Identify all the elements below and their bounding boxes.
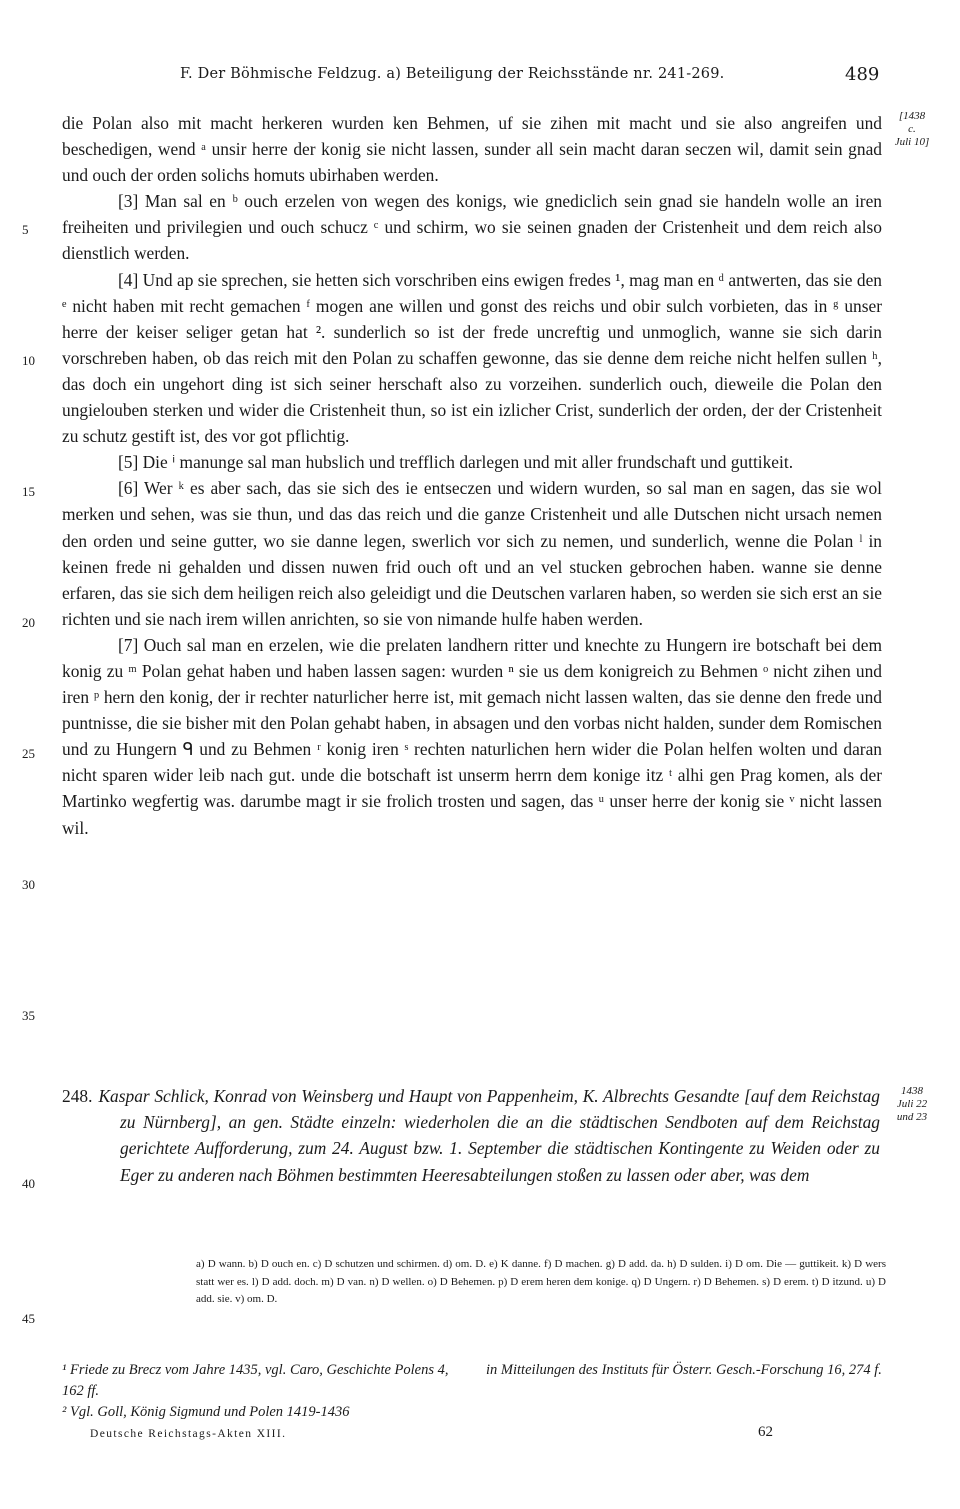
document-number: 248. (62, 1086, 93, 1106)
margin-doc248-year: 1438 (901, 1085, 923, 1097)
footnotes-left-column (62, 1360, 462, 1423)
paragraph-6: [6] Wer ᵏ es aber sach, das sie sich des ie entseczen und widern wurden, so sal man en sagen, das sie wol merken und sehen, was sie thun, und das das reich und die ganze Cristenheit und alle Dutschen nicht ursach nemen den orden und seine gutter, wo sie danne legen, swerlich vor sich zu nemen, und sunderlich, wenne die Polan ˡ in keinen frede ni gehalden und dissen nuwen frid ouch oft und an vel stucken gebrochen haben. wanne sie denne erfaren, das sie sich dem heiligen reich also geleidigt und die Deutschen varlaren haben, so werden sie sich erst an sie richten und sie nach irem willen anrichten, so sie von nimande hulfe haben werden. (62, 478, 882, 629)
line-number: 35 (22, 1008, 35, 1023)
main-text (62, 110, 882, 841)
line-number: 20 (22, 615, 35, 630)
paragraph-3: [3] Man sal en ᵇ ouch erzelen von wegen des konigs, wie gnediclich sein gnad sie handeln wolle an iren freiheiten und privilegien und ouch schucz ᶜ und schirm, wo sie seinen gnaden der Cristenheit und dem reich also dienstlich werden. (62, 191, 882, 264)
footnote-2: ² Vgl. Goll, König Sigmund und Polen 1419-1436 (62, 1404, 350, 1420)
margin-circa: c. (908, 123, 916, 135)
running-header: F. Der Böhmische Feldzug. a) Beteiligung der Reichsstände nr. 241-269. (180, 66, 725, 82)
footnote-1: ¹ Friede zu Brecz vom Jahre 1435, vgl. Caro, Geschichte Polens 4, 162 ff. (62, 1362, 449, 1399)
margin-year: [1438 (898, 110, 926, 122)
paragraph-7: [7] Ouch sal man en erzelen, wie die prelaten landhern ritter und knechte zu Hungern ire botschaft bei dem konig zu ᵐ Polan gehat haben und haben lassen sagen: wurden ⁿ sie us dem konigreich zu Behmen ᵒ nicht zihen und iren ᵖ hern den konig, der ir rechter naturlicher herre ist, mit gemach nicht lassen walten, das sie denne den frede und puntnisse, die sie bisher mit den Polan gehabt haben, in absagen und den vorbas nicht halden, sunder dem Romischen und zu Hungern ᑫ und zu Behmen ʳ konig iren ˢ rechten naturlichen hern wider die Polan helfen wolten und daran nicht sparen wider leib nach gut. unde die botschaft ist unserm herrn dem konige itz ᵗ alhi gen Prag komen, als der Martinko wegfertig was. darumbe magt ir sie frolich trosten und sagen, das ᵘ unser herre der konig sie ᵛ nicht lassen wil. (62, 634, 882, 838)
paragraph-1: die Polan also mit macht herkeren wurden ken Behmen, uf sie zihen mit macht und sie also angreifen und beschedigen, wend ᵃ unsir herre der konig sie nicht lassen, sunder all sein macht daran seczen wil, damit sein gnad und ouch der orden solichs homuts ubirhaben werden. (62, 113, 882, 186)
margin-doc248-date1: Juli 22 (896, 1098, 928, 1110)
margin-range: Juli 10] (894, 136, 930, 148)
paragraph-4: [4] Und ap sie sprechen, sie hetten sich vorschriben eins ewigen fredes ¹, mag man en ᵈ antwerten, das sie den ᵉ nicht haben mit recht gemachen ᶠ mogen ane willen und gonst des reichs und obir sulch vorbieten, das in ᵍ unser herre der keiser seliger getan hat ². sunderlich so ist der frede uncreftig und unmoglich, wanne sie sich darin vorschreben haben, ob das reich mit den Polan zu schaffen gewonne, das sie denne dem reiche nicht helfen sullen ʰ, das doch ein ungehort ding ist sich seiner herschaft also zu vorzeihen. sunderlich ouch, dieweile die Polan den ungielouben sterken und wider die Cristenheit thun, so ist ein izlicher Crist, sunderlich der orden, der der Cristenheit zu schutz gestift ist, des vor got pflichtig. (62, 269, 882, 447)
printer-signature: 62 (758, 1424, 773, 1440)
document-248 (62, 1083, 880, 1188)
line-number: 45 (22, 1311, 35, 1326)
line-number: 30 (22, 877, 35, 892)
line-number: 25 (22, 746, 35, 761)
margin-date-note (886, 110, 938, 149)
margin-doc248-date (886, 1085, 938, 1124)
paragraph-5: [5] Die ⁱ manunge sal man hubslich und trefflich darlegen und mit aller frundschaft und guttikeit. (118, 452, 794, 473)
document-regest: Kaspar Schlick, Konrad von Weinsberg und Haupt von Pappenheim, K. Albrechts Gesandte [auf dem Reichstag zu Nürnberg], an gen. Städte einzeln: wiederholen die an die städtischen Sendboten auf dem Reichstag gerichtete Aufforderung, zum 24. August bzw. 1. September die städtischen Kontingente zu Weiden oder zu Eger zu anderen nach Böhmen bestimmten Heeresabteilungen stoßen zu lassen oder aber, was dem (98, 1086, 880, 1185)
margin-doc248-date2: und 23 (896, 1111, 928, 1123)
line-number: 5 (22, 222, 29, 237)
line-number: 10 (22, 353, 35, 368)
critical-apparatus: a) D wann. b) D ouch en. c) D schutzen und schirmen. d) om. D. e) K danne. f) D machen. g) D add. da. h) D sulden. i) D om. Die — guttikeit. k) D wers statt wer es. l) D add. doch. m) D van. n) D wellen. o) D Behemen. p) D erem heren dem konige. q) D Ungern. r) D Behemen. s) D erem. t) D itzund. u) D add. sie. v) om. D. (196, 1258, 886, 1305)
line-number: 15 (22, 484, 35, 499)
series-title: Deutsche Reichstags-Akten XIII. (90, 1428, 287, 1440)
footnote-2-continued: in Mitteilungen des Instituts für Österr. Gesch.-Forschung 16, 274 f. (486, 1362, 882, 1378)
page-number: 489 (845, 64, 880, 85)
footnotes-right-column (486, 1360, 906, 1381)
line-number: 40 (22, 1176, 35, 1191)
